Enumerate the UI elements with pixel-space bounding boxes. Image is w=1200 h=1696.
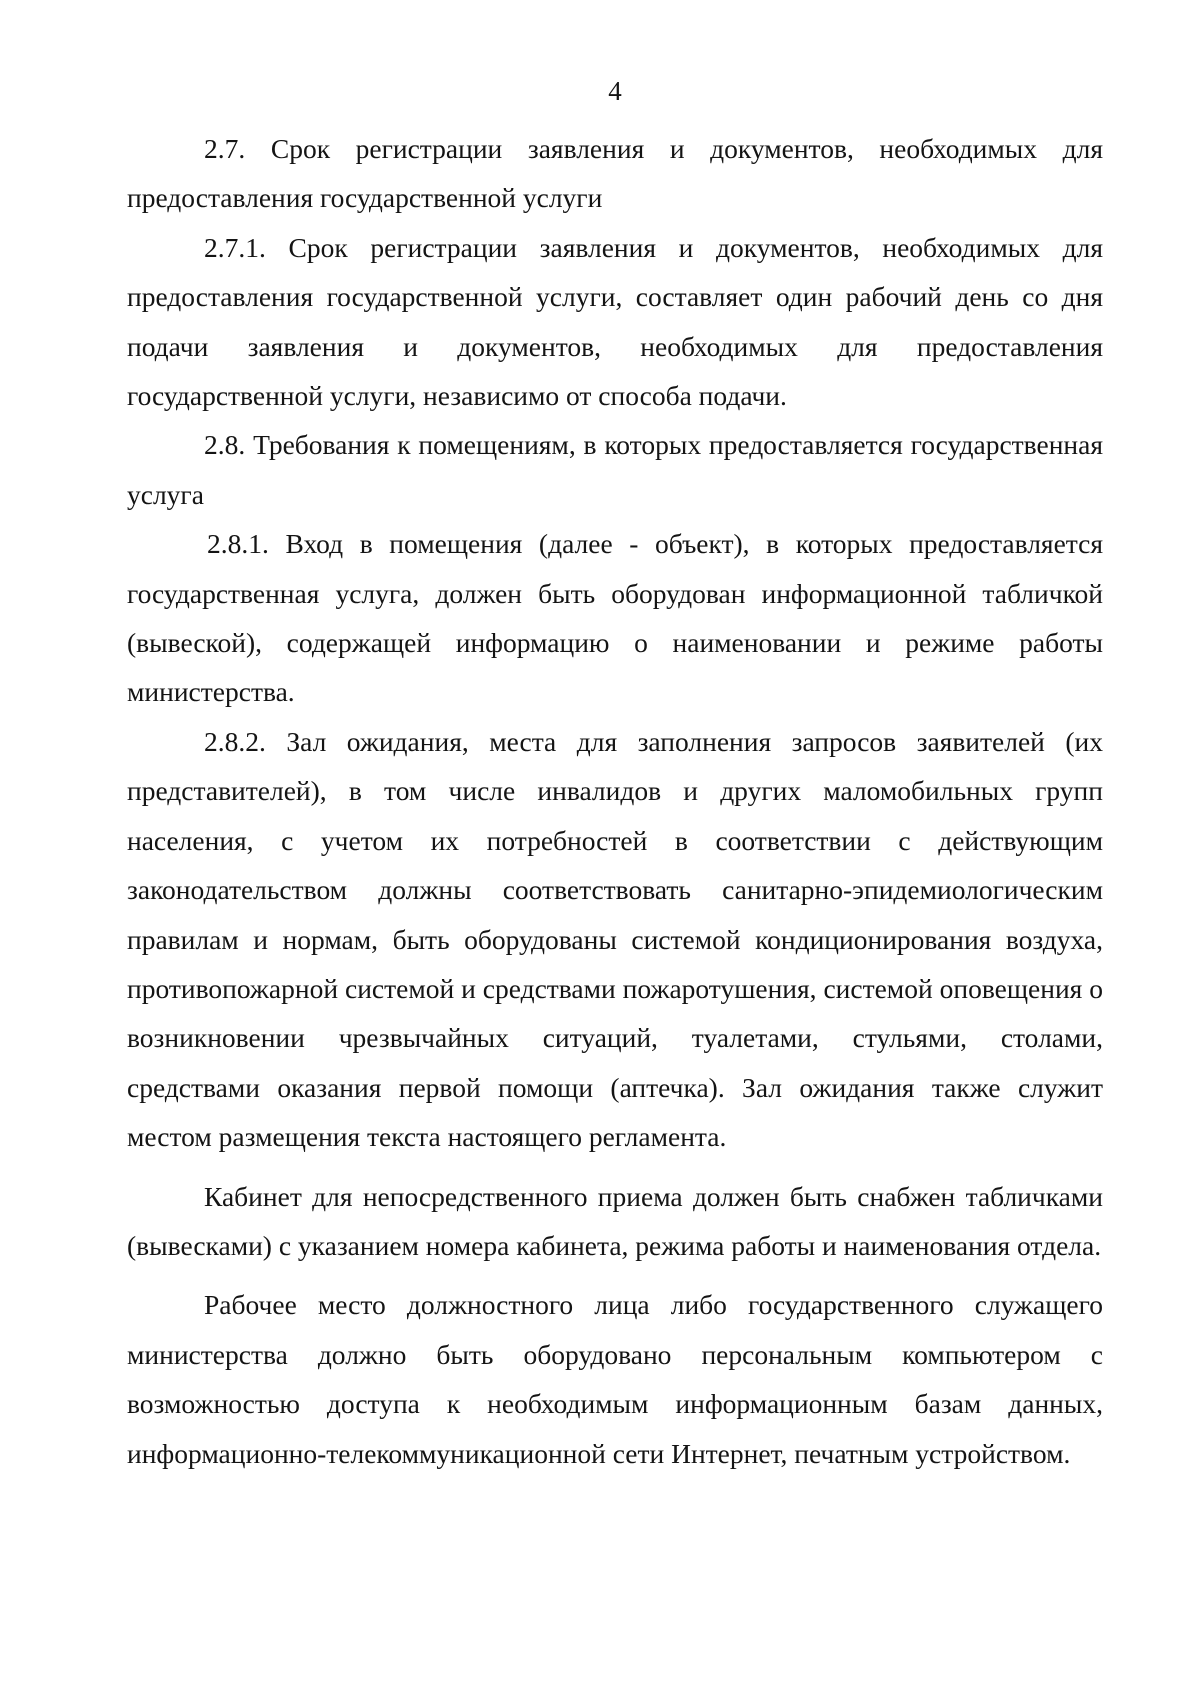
section-2-7-heading: 2.7. Срок регистрации заявления и документов, необходимых для предоставления государственной услуги: [127, 133, 1103, 214]
document-body: [127, 124, 1103, 1478]
section-2-8-heading: 2.8. Требования к помещениям, в которых предоставляется государственная услуга: [127, 429, 1103, 510]
paragraph-workplace: Рабочее место должностного лица либо государственного служащего министерства должно быть оборудовано персональным компьютером с возможностью доступа к необходимым информационным базам данных, информационно-телекоммуникационной сети Интернет, печатным устройством.: [127, 1289, 1103, 1469]
paragraph-2-8-2: 2.8.2. Зал ожидания, места для заполнения запросов заявителей (их представителей), в том числе инвалидов и других маломобильных групп населения, с учетом их потребностей в соответствии с действующим законодательством должны соответствовать санитарно-эпидемиологическим правилам и нормам, быть оборудованы системой кондиционирования воздуха, противопожарной системой и средствами пожаротушения, системой оповещения о возникновении чрезвычайных ситуаций, туалетами, стульями, столами, средствами оказания первой помощи (аптечка). Зал ожидания также служит местом размещения текста настоящего регламента.: [127, 725, 1103, 1153]
paragraph-cabinet: Кабинет для непосредственного приема должен быть снабжен табличками (вывесками) с указанием номера кабинета, режима работы и наименования отдела.: [127, 1180, 1103, 1261]
page-number: 4: [608, 76, 622, 106]
paragraph-2-7-1: 2.7.1. Срок регистрации заявления и документов, необходимых для предоставления государственной услуги, составляет один рабочий день со дня подачи заявления и документов, необходимых для предоставления государственной услуги, независимо от способа подачи.: [127, 231, 1103, 412]
paragraph-2-8-1: 2.8.1. Вход в помещения (далее - объект), в которых предоставляется государственная услуга, должен быть оборудован информационной табличкой (вывеской), содержащей информацию о наименовании и режиме работы министерства.: [127, 528, 1103, 708]
